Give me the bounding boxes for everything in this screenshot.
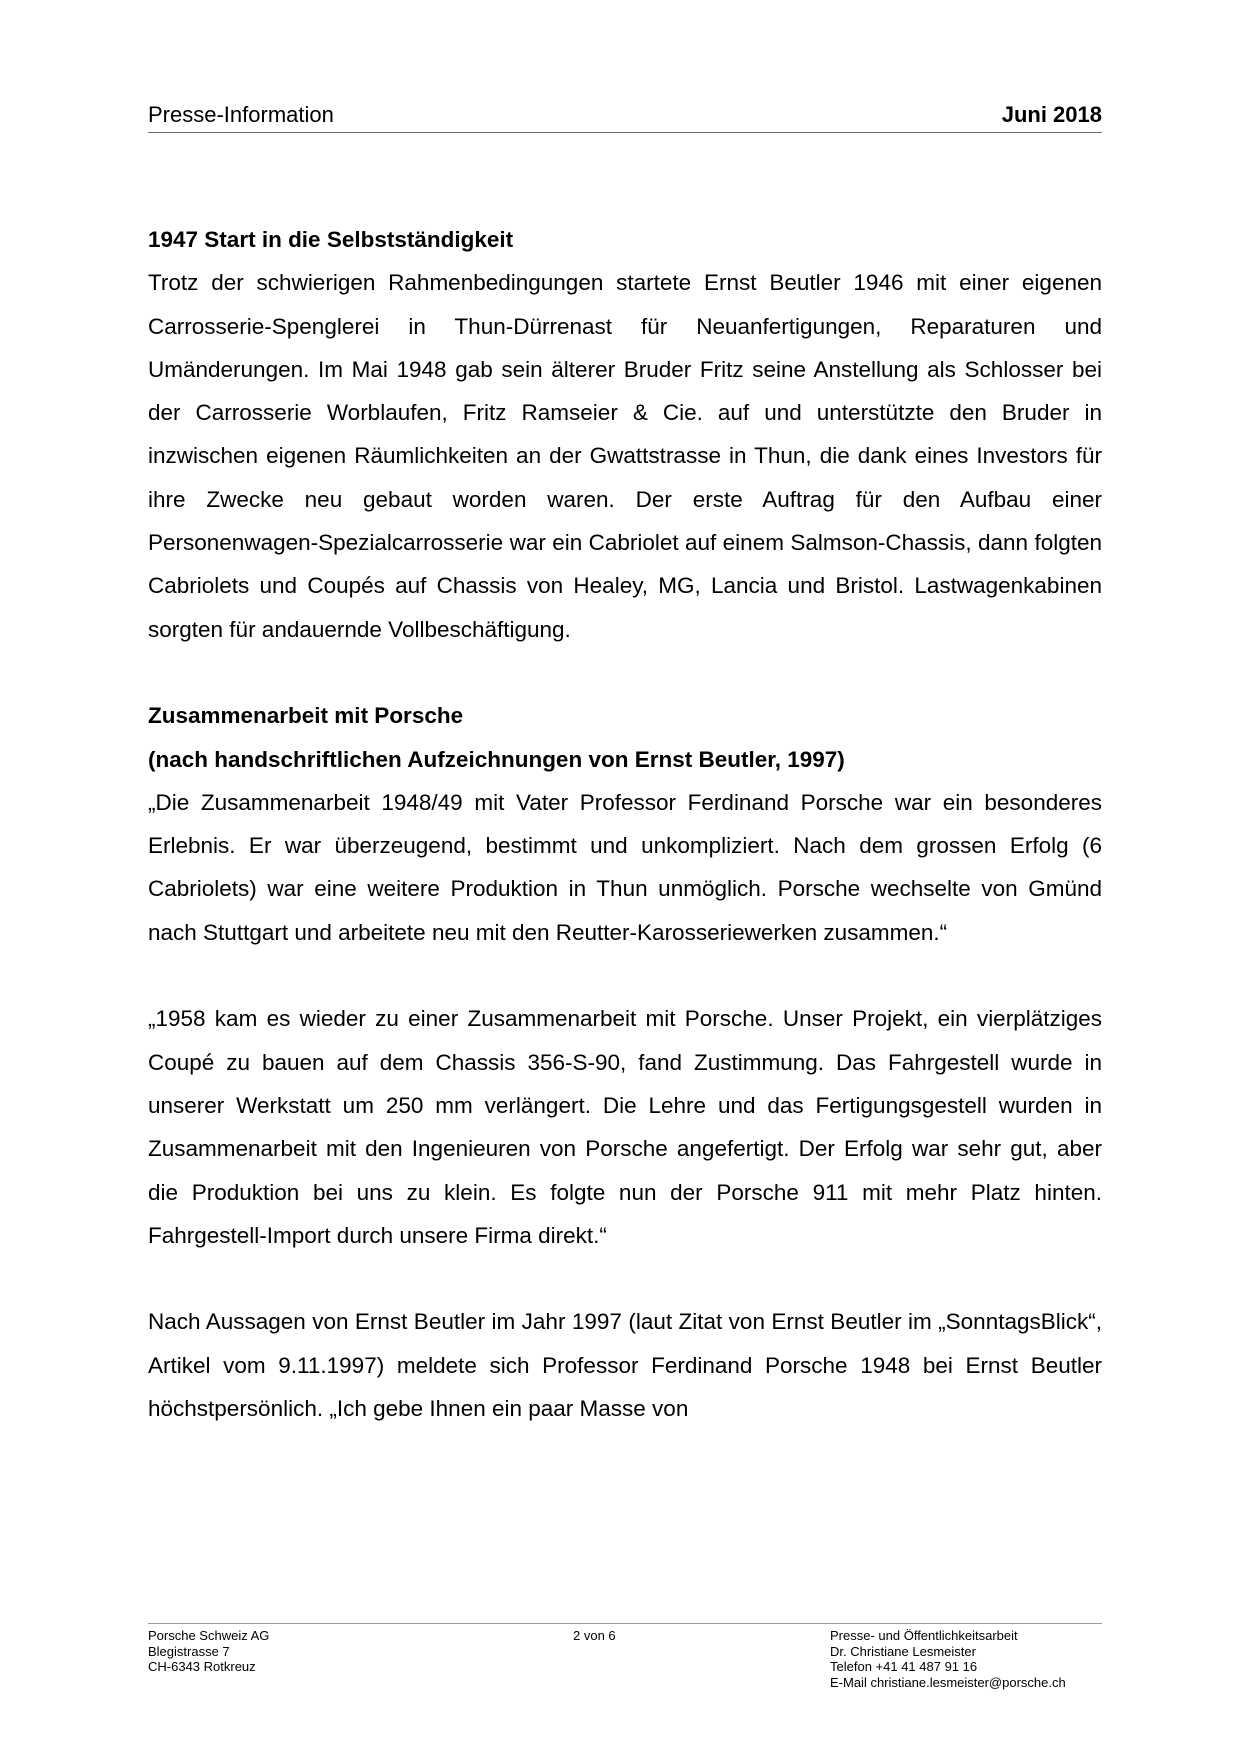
footer-dept: Presse- und Öffentlichkeitsarbeit xyxy=(830,1628,1018,1643)
page-number: 2 von 6 xyxy=(573,1628,616,1643)
footer-address xyxy=(148,1628,269,1675)
paragraph-aussagen: Nach Aussagen von Ernst Beutler im Jahr 1997 (laut Zitat von Ernst Beutler im „SonntagsBlick“, Artikel vom 9.11.1997) meldete sich Professor Ferdinand Porsche 1948 bei Ernst Beutler höchstpersönlich. „Ich gebe Ihnen ein paar Masse von xyxy=(148,1309,1102,1422)
paragraph-quote-1948: „Die Zusammenarbeit 1948/49 mit Vater Professor Ferdinand Porsche war ein besonderes Erlebnis. Er war überzeugend, bestimmt und unkompliziert. Nach dem grossen Erfolg (6 Cabriolets) war eine weitere Produktion in Thun unmöglich. Porsche wechselte von Gmünd nach Stuttgart und arbeitete neu mit den Reutter-Karosseriewerken zusammen.“ xyxy=(148,789,1102,945)
section-heading-porsche: Zusammenarbeit mit Porsche xyxy=(148,703,464,729)
footer-city: CH-6343 Rotkreuz xyxy=(148,1659,256,1674)
header-date: Juni 2018 xyxy=(1001,102,1102,127)
footer-phone: Telefon +41 41 487 91 16 xyxy=(830,1659,978,1674)
footer-company: Porsche Schweiz AG xyxy=(148,1628,270,1643)
paragraph-quote-1958: „1958 kam es wieder zu einer Zusammenarbeit mit Porsche. Unser Projekt, ein vierplätziges Coupé zu bauen auf dem Chassis 356-S-90, fand Zustimmung. Das Fahrgestell wurde in unserer Werkstatt um 250 mm verlängert. Die Lehre und das Fertigungsgestell wurden in Zusammenarbeit mit den Ingenieuren von Porsche angefertigt. Der Erfolg war sehr gut, aber die Produktion bei uns zu klein. Es folgte nun der Porsche 911 mit mehr Platz hinten. Fahrgestell-Import durch unsere Firma direkt.“ xyxy=(148,1006,1102,1248)
footer-email: E-Mail christiane.lesmeister@porsche.ch xyxy=(830,1674,1066,1690)
paragraph-selbststaendigkeit: Trotz der schwierigen Rahmenbedingungen startete Ernst Beutler 1946 mit einer eigenen Carrosserie-Spenglerei in Thun-Dürrenast für Neuanfertigungen, Reparaturen und Umänderungen. Im Mai 1948 gab sein älterer Bruder Fritz seine Anstellung als Schlosser bei der Carrosserie Worblaufen, Fritz Ramseier & Cie. auf und unterstützte den Bruder in inzwischen eigenen Räumlichkeiten an der Gwattstrasse in Thun, die dank eines Investors für ihre Zwecke neu gebaut worden waren. Der erste Auftrag für den Aufbau einer Personenwagen-Spezialcarrosserie war ein Cabriolet auf einem Salmson-Chassis, dann folgten Cabriolets und Coupés auf Chassis von Healey, MG, Lancia und Bristol. Lastwagenkabinen sorgten für andauernde Vollbeschäftigung. xyxy=(148,270,1102,642)
paragraph-gap xyxy=(148,954,1102,997)
page-footer xyxy=(148,1623,1102,1690)
page-header xyxy=(148,98,1102,133)
section-heading-selbststaendigkeit: 1947 Start in die Selbstständigkeit xyxy=(148,227,514,252)
paragraph-gap xyxy=(148,1257,1102,1300)
header-title: Presse-Information xyxy=(148,102,334,127)
paragraph-gap xyxy=(148,651,1102,694)
footer-contact-name: Dr. Christiane Lesmeister xyxy=(830,1643,976,1659)
footer-contact xyxy=(830,1628,1066,1690)
section-subheading-porsche: (nach handschriftlichen Aufzeichnungen von Ernst Beutler, 1997) xyxy=(148,746,845,772)
footer-page-number xyxy=(573,1628,616,1644)
footer-street: Blegistrasse 7 xyxy=(148,1643,230,1659)
document-body xyxy=(148,218,1102,1430)
